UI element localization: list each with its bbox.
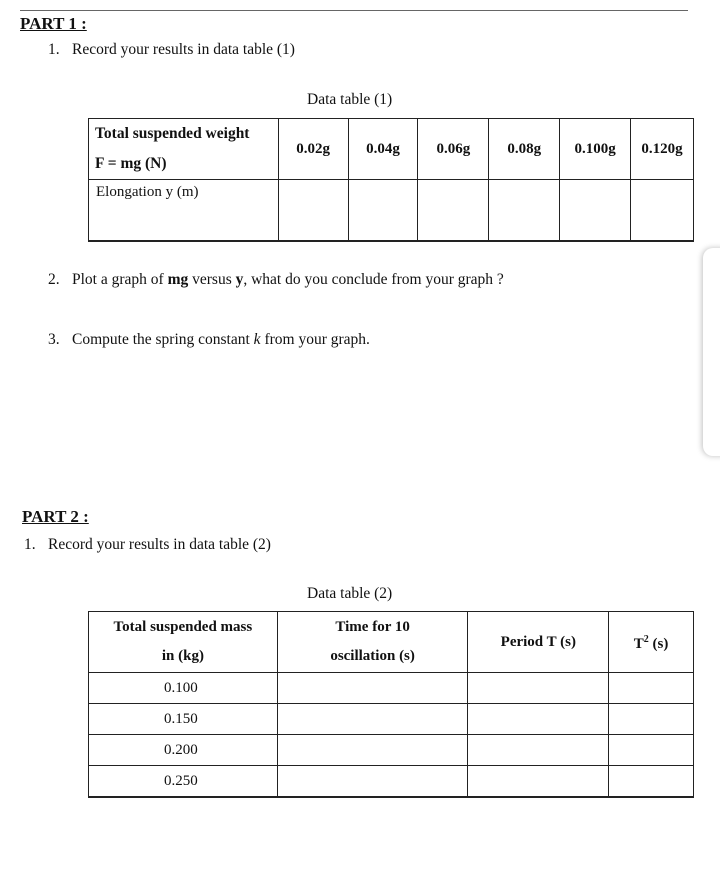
table1-caption: Data table (1) — [307, 91, 393, 108]
empty-cell[interactable] — [609, 673, 694, 704]
table2-caption: Data table (2) — [307, 585, 393, 602]
part2-item-1 — [24, 536, 271, 554]
empty-cell[interactable] — [278, 180, 348, 242]
mass-header: 0.100g — [560, 119, 631, 180]
table-row — [89, 119, 694, 180]
empty-cell[interactable] — [348, 180, 418, 242]
weight-label-line2: F = mg (N) — [95, 155, 167, 172]
empty-cell[interactable] — [609, 766, 694, 798]
item-number: 3. — [48, 331, 60, 348]
data-table-2 — [88, 611, 694, 798]
empty-cell[interactable] — [277, 766, 468, 798]
empty-cell[interactable] — [468, 735, 609, 766]
header-unit: (s) — [648, 636, 669, 652]
item-text-italic: k — [253, 331, 261, 348]
mass-header: 0.06g — [418, 119, 489, 180]
empty-cell[interactable] — [277, 704, 468, 735]
empty-cell[interactable] — [418, 180, 489, 242]
mass-value: 0.250 — [89, 766, 278, 798]
mass-header: 0.08g — [489, 119, 560, 180]
empty-cell[interactable] — [277, 735, 468, 766]
table-row — [89, 766, 694, 798]
period-squared-column-header — [609, 612, 694, 673]
empty-cell[interactable] — [631, 180, 694, 242]
item-text-bold: mg — [167, 271, 189, 288]
item-text: Compute the spring constant — [72, 331, 254, 348]
empty-cell[interactable] — [468, 673, 609, 704]
part1-item-2 — [48, 271, 504, 289]
part1-item-1 — [48, 41, 295, 59]
item-text: , what do you conclude from your graph ? — [243, 271, 504, 288]
weight-label-cell — [89, 119, 279, 180]
mass-header: 0.02g — [278, 119, 348, 180]
mass-value: 0.150 — [89, 704, 278, 735]
header-line: oscillation (s) — [330, 648, 415, 664]
table-row — [89, 735, 694, 766]
elongation-label: Elongation y (m) — [89, 180, 279, 242]
mass-value: 0.100 — [89, 673, 278, 704]
table-row — [89, 704, 694, 735]
period-column-header: Period T (s) — [468, 612, 609, 673]
item-number: 2. — [48, 271, 60, 288]
empty-cell[interactable] — [560, 180, 631, 242]
item-number: 1. — [48, 41, 60, 58]
item-text-bold: y — [235, 271, 244, 288]
header-line: in (kg) — [161, 648, 204, 664]
item-number: 1. — [24, 536, 36, 553]
empty-cell[interactable] — [468, 766, 609, 798]
empty-cell[interactable] — [468, 704, 609, 735]
part2-heading: PART 2 : — [22, 507, 89, 526]
header-line: Total suspended mass — [113, 619, 253, 635]
mass-column-header — [89, 612, 278, 673]
item-text: from your graph. — [260, 331, 370, 348]
time-column-header — [277, 612, 468, 673]
part1-item-3 — [48, 331, 370, 349]
side-panel-handle[interactable] — [703, 248, 720, 456]
part1-heading: PART 1 : — [20, 14, 87, 33]
empty-cell[interactable] — [277, 673, 468, 704]
weight-label-line1: Total suspended weight — [95, 125, 250, 142]
empty-cell[interactable] — [609, 704, 694, 735]
item-text: Record your results in data table (1) — [72, 41, 295, 58]
table-row — [89, 673, 694, 704]
mass-header: 0.120g — [631, 119, 694, 180]
mass-header: 0.04g — [348, 119, 418, 180]
header-base: T — [633, 636, 644, 652]
empty-cell[interactable] — [489, 180, 560, 242]
item-text: Record your results in data table (2) — [48, 536, 271, 553]
item-text: versus — [188, 271, 236, 288]
empty-cell[interactable] — [609, 735, 694, 766]
mass-value: 0.200 — [89, 735, 278, 766]
top-rule — [20, 10, 688, 11]
header-line: Time for 10 — [335, 619, 410, 635]
table-row — [89, 180, 694, 242]
table-row — [89, 612, 694, 673]
data-table-1 — [88, 118, 694, 242]
header-superscript: 2 — [643, 634, 649, 645]
item-text: Plot a graph of — [72, 271, 168, 288]
